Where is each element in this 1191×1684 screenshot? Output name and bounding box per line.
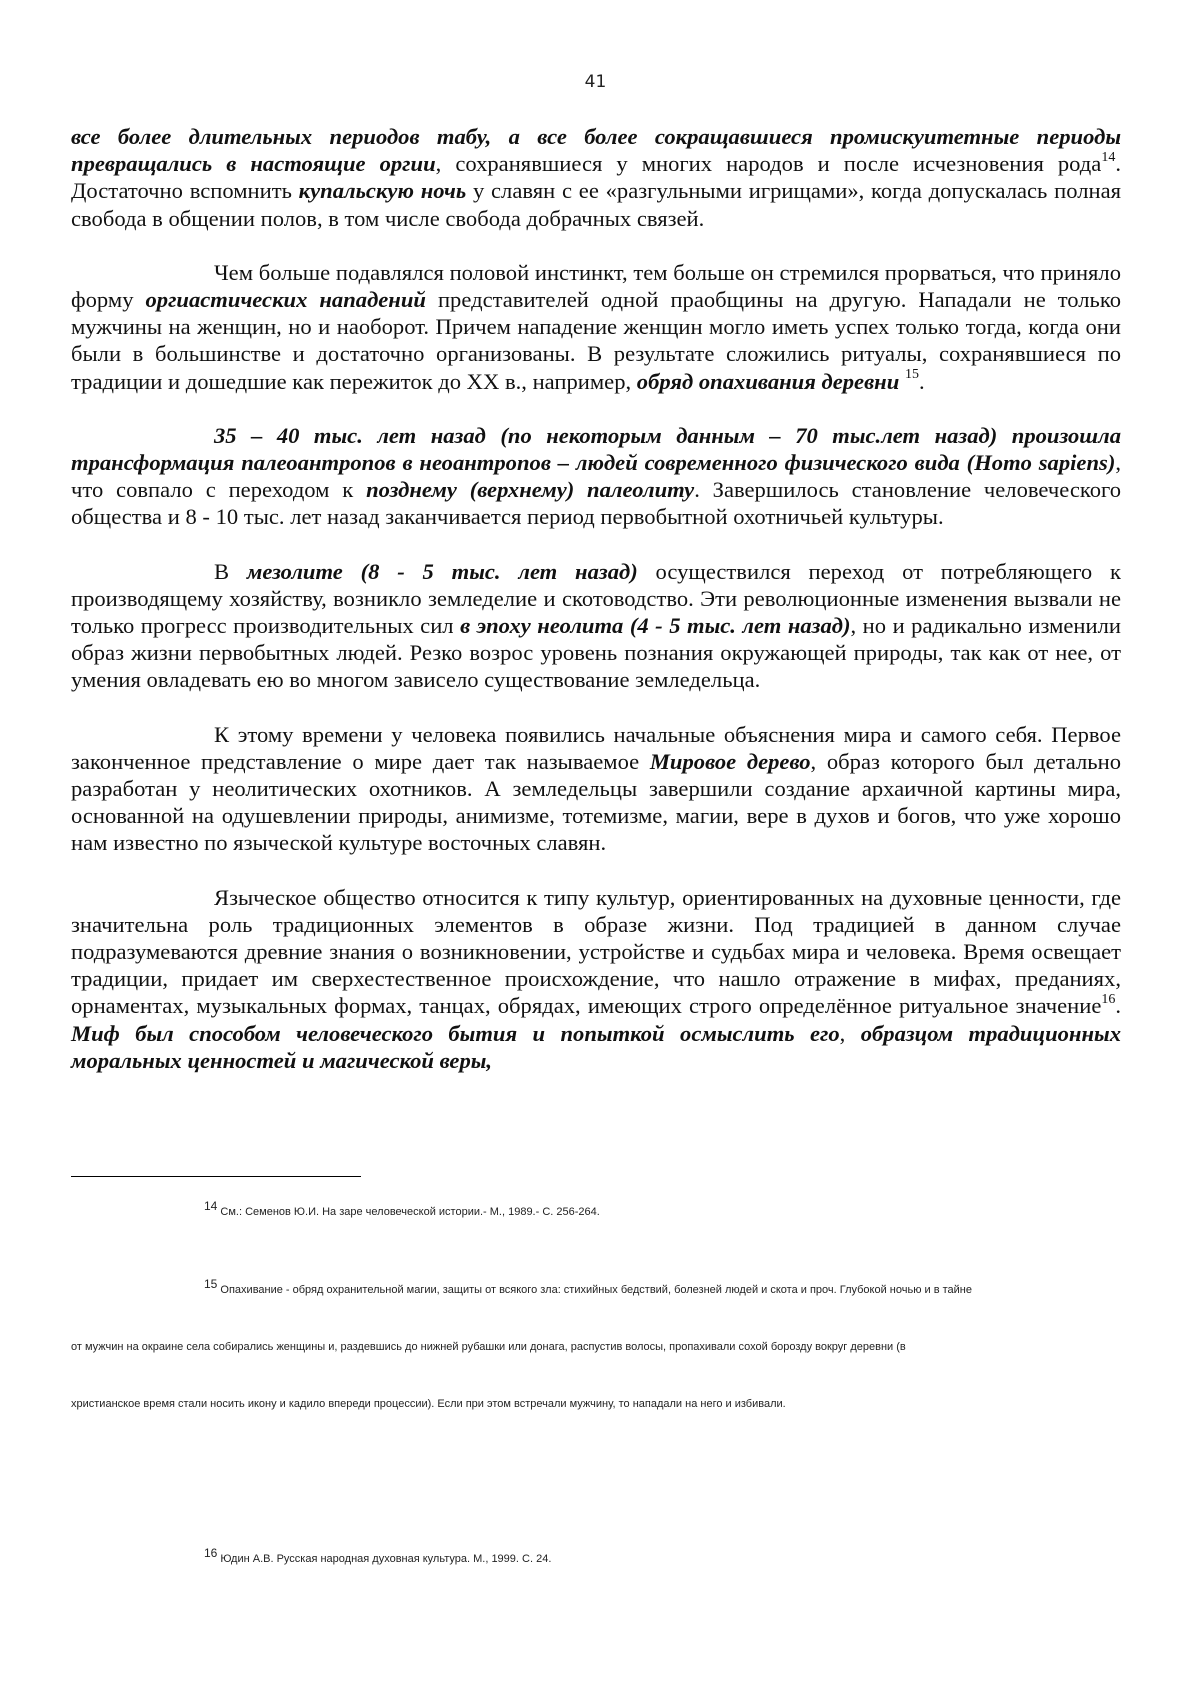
footnote-ref-14[interactable]: 14 — [1101, 149, 1116, 165]
text-run: осуществился переход от потребляющего к производящему хозяйству, возникло земледелие и скотоводство. Эти революционные изменения вызвали не только прогресс производительных сил — [71, 558, 1121, 639]
emphasis: оргиастических нападений — [145, 287, 426, 313]
text-run: Чем больше подавлялся половой инстинкт, тем больше он стремился прорваться, что приняло форму — [71, 259, 1121, 313]
footnote-15-line-3: христианское время стали носить икону и кадило впереди процессии). Если при этом встречали мужчину, то нападали на него и избивали. — [71, 1398, 786, 1410]
page-number: 41 — [584, 72, 607, 92]
text-run: представителей одной праобщины на другую. Нападали не только мужчины на женщин, но и наоборот. Причем нападение женщин могло иметь успех только тогда, когда они были в большинстве и достаточно организованы. В результате сложились ритуалы, сохранявшиеся по традиции и дошедшие как пережиток до XX в., например, — [71, 287, 1121, 394]
footnote-14 — [204, 1199, 600, 1218]
paragraph-gap — [71, 531, 1121, 558]
emphasis: обряд опахивания деревни — [636, 368, 900, 394]
text-run: , сохранявшиеся у многих народов и после исчезновения рода — [435, 151, 1102, 177]
paragraph-6 — [71, 884, 1121, 1074]
footnote-number: 14 — [204, 1199, 218, 1214]
footnote-ref-16[interactable]: 16 — [1101, 991, 1116, 1007]
text-run: , образ которого был детально разработан у неолитических охотников. А земледельцы завершили создание архаичной картины мира, основанной на одушевлении природы, анимизме, тотемизме, магии, вере в духов и богов, что уже хорошо нам известно по языческой культуре восточных славян. — [71, 748, 1122, 856]
text-run: . Завершилось становление человеческого общества и 8 - 10 тыс. лет назад заканчивается период первобытной охотничьей культуры. — [71, 477, 1121, 530]
footnote-ref-15[interactable]: 15 — [904, 367, 919, 383]
paragraph-gap — [71, 395, 1121, 422]
emphasis: Миф был способом человеческого бытия и попыткой осмыслить его — [71, 1020, 840, 1046]
emphasis: все более длительных периодов табу, а все более сокращавшиеся промискуитетные периоды превращались в настоящие оргии — [71, 124, 1121, 177]
text-run: . Достаточно вспомнить — [71, 151, 1121, 204]
paragraph-gap — [71, 232, 1121, 259]
text-run: , что совпало с переходом к — [71, 450, 1121, 503]
footnote-text: Опахивание - обряд охранительной магии, защиты от всякого зла: стихийных бедствий, болезней людей и скота и проч. Глубокой ночью и в тайне — [217, 1284, 972, 1296]
footnote-15-line-2: от мужчин на окраине села собирались женщины и, раздевшись до нижней рубашки или донага, распустив волосы, пропахивали сохой борозду вокруг деревни (в — [71, 1341, 906, 1353]
footnote-number: 15 — [204, 1277, 218, 1292]
footnote-text: См.: Семенов Ю.И. На заре человеческой истории.- М., 1989.- С. 256-264. — [217, 1206, 600, 1218]
emphasis: купальскую ночь — [298, 178, 467, 204]
text-run: , — [839, 1020, 861, 1046]
paragraph-gap — [71, 857, 1121, 884]
emphasis: Мировое дерево — [649, 748, 811, 774]
emphasis: позднему (верхнему) палеолиту — [366, 477, 695, 503]
emphasis: образцом традиционных моральных ценностей и магической веры, — [71, 1020, 1121, 1073]
footnote-separator — [71, 1176, 361, 1177]
text-run: . — [918, 368, 925, 394]
emphasis: в эпоху неолита (4 - 5 тыс. лет назад) — [460, 613, 851, 639]
text-run: у славян с ее «разгульными игрищами», когда допускалась полная свобода в общении полов, в том числе свобода добрачных связей. — [71, 178, 1121, 231]
emphasis: 35 – 40 тыс. лет назад (по некоторым данным – 70 тыс.лет назад) произошла трансформация палеоантропов в неоантропов – людей современного физического вида (Homo sapiens) — [71, 422, 1121, 476]
text-run: Языческое общество относится к типу культур, ориентированных на духовные ценности, где значительна роль традиционных элементов в образе жизни. Под традицией в данном случае подразумеваются древние знания о возникновении, устройстве и судьбах мира и человека. Время освещает традиции, придает им сверхестественное происхождение, что нашло отражение в мифах, преданиях, орнаментах, музыкальных формах, танцах, обрядах, имеющих строго определённое ритуальное значение — [71, 884, 1121, 1019]
paragraph-3 — [71, 422, 1121, 531]
text-run: В — [214, 558, 247, 584]
footnote-16 — [204, 1546, 552, 1565]
text-run: . — [1115, 993, 1121, 1019]
text-run: К этому времени у человека появились начальные объяснения мира и самого себя. Первое законченное представление о мире дает так называемое — [71, 721, 1121, 774]
main-text — [71, 123, 1121, 1074]
paragraph-1 — [71, 123, 1121, 232]
text-run: , но и радикально изменили образ жизни первобытных людей. Резко возрос уровень познания окружающей природы, так как от нее, от умения овладевать ею во многом зависело существование земледельца. — [71, 613, 1121, 693]
paragraph-5 — [71, 721, 1121, 857]
footnote-number: 16 — [204, 1546, 218, 1561]
footnote-text: Юдин А.В. Русская народная духовная культура. М., 1999. С. 24. — [217, 1553, 552, 1565]
footnote-15 — [204, 1277, 972, 1296]
emphasis: мезолите (8 - 5 тыс. лет назад) — [246, 558, 638, 584]
paragraph-gap — [71, 694, 1121, 721]
paragraph-2 — [71, 259, 1121, 395]
paragraph-4 — [71, 558, 1121, 694]
